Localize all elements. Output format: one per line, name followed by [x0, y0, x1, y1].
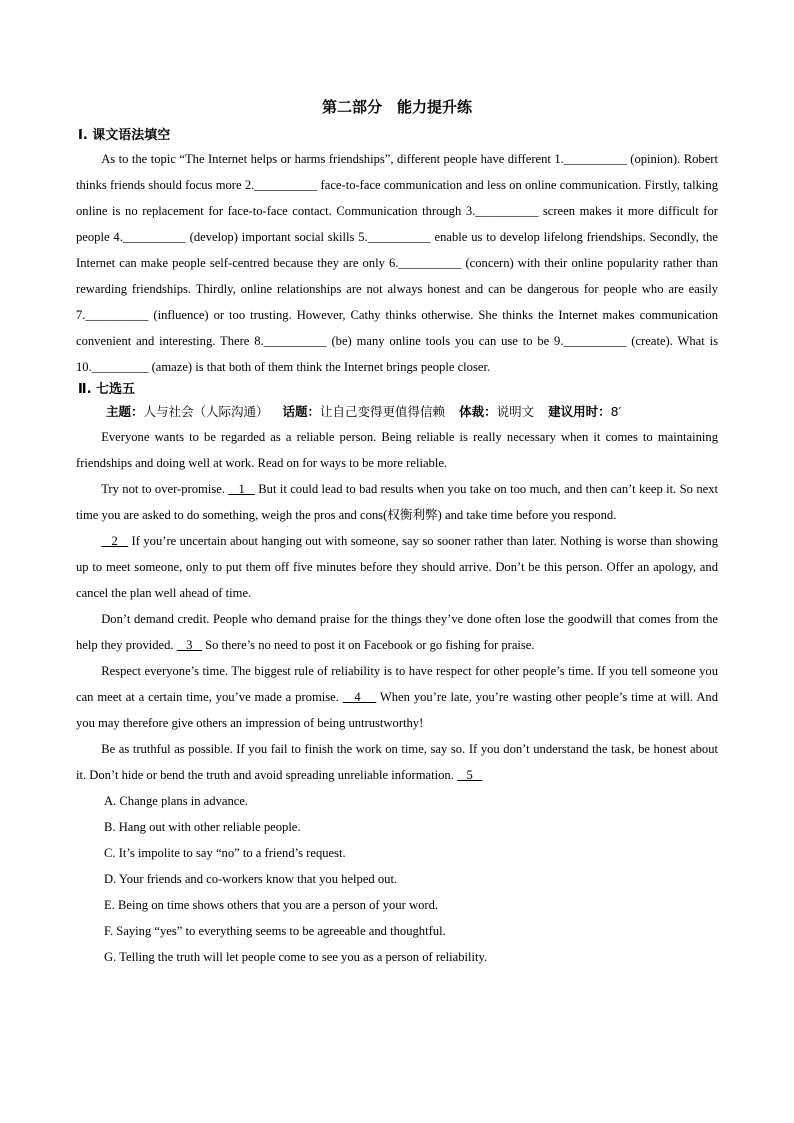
answer-blank-3[interactable]: 3 [176, 638, 202, 652]
passage-paragraph: Try not to over-promise. 1 But it could lead to bad results when you take on too much, and then can’t keep it. So next time you are asked to do something, weigh the pros and cons(权衡利弊) and take time before you respond. [76, 482, 719, 522]
option-item: B. Hang out with other reliable people. [104, 820, 301, 834]
grammar-fill-paragraph: As to the topic “The Internet helps or harms friendships”, different people have different 1.__________ (opinion). Robert thinks friends should focus more 2.__________ face-to-face communication and less on online communication. Firstly, talking online is no replacement for face-to-face contact. Communication through 3.__________ screen makes it more difficult for people 4.__________ (develop) important social skills 5.__________ enable us to develop lifelong friendships. Secondly, the Internet can make people self-centred because they are only 6.__________ (concern) with their online popularity rather than rewarding friendships. Thirdly, online relationships are not always honest and can be dangerous for people who are easily 7.__________ (influence) or too trusting. However, Cathy thinks otherwise. She thinks the Internet makes communication convenient and interesting. There 8.__________ (be) many online tools you can use to be 9.__________ (create). What is 10._________ (amaze) is that both of them think the Internet brings people closer. [76, 152, 718, 374]
time-label: 建议用时： [548, 404, 611, 419]
option-item: D. Your friends and co-workers know that you helped out. [104, 872, 398, 886]
option-item: C. It’s impolite to say “no” to a friend’s request. [104, 846, 346, 860]
passage-paragraph: Everyone wants to be regarded as a reliable person. Being reliable is really necessary when it comes to maintaining friendships and doing well at work. Read on for ways to be more reliable. [76, 430, 718, 470]
answer-blank-2[interactable]: 2 [101, 534, 129, 548]
genre-label: 体裁： [459, 404, 497, 419]
passage-meta [76, 400, 718, 424]
topic-label: 话题： [282, 404, 321, 419]
option-item: E. Being on time shows others that you are a person of your word. [104, 898, 439, 912]
passage-paragraph: Be as truthful as possible. If you fail to finish the work on time, say so. If you don’t understand the task, be honest about it. Don’t hide or bend the truth and avoid spreading unreliable information. 5 [76, 742, 718, 782]
option-item: G. Telling the truth will let people come to see you as a person of reliability. [104, 950, 488, 964]
option-item: A. Change plans in advance. [104, 794, 249, 808]
section-heading-seven-choose-five: Ⅱ. 七选五 [78, 382, 136, 397]
passage-paragraph: Don’t demand credit. People who demand praise for the things they’ve done often lose the goodwill that comes from the help they provided. 3 So there’s no need to post it on Facebook or go fishing for praise. [76, 612, 718, 652]
genre-value: 说明文 [496, 404, 535, 419]
topic-value: 让自己变得更值得信赖 [320, 404, 446, 419]
options-list [76, 788, 718, 970]
answer-blank-5[interactable]: 5 [457, 768, 483, 782]
option-item: F. Saying “yes” to everything seems to be agreeable and thoughtful. [104, 924, 446, 938]
answer-blank-1[interactable]: 1 [228, 482, 255, 496]
passage-paragraph: Respect everyone’s time. The biggest rule of reliability is to have respect for other people’s time. If you tell someone you can meet at a certain time, you’ve made a promise. 4 When you’re late, you’re wasting other people’s time at will. And you may therefore give others an impression of being untrustworthy! [76, 664, 719, 730]
document-page [76, 96, 718, 970]
theme-label: 主题： [106, 404, 144, 419]
theme-value: 人与社会（人际沟通） [143, 404, 269, 419]
section-heading-grammar: Ⅰ. 课文语法填空 [78, 128, 171, 143]
page-title: 第二部分 能力提升练 [321, 98, 472, 116]
answer-blank-4[interactable]: 4 [342, 690, 377, 704]
passage-paragraph: 2 If you’re uncertain about hanging out with someone, say so sooner rather than later. Nothing is worse than showing up to meet someone, only to put them off five minutes before they should arrive. Don’t be this person. Offer an apology, and cancel the plan well ahead of time. [76, 534, 719, 600]
time-value: 8′ [610, 404, 622, 419]
